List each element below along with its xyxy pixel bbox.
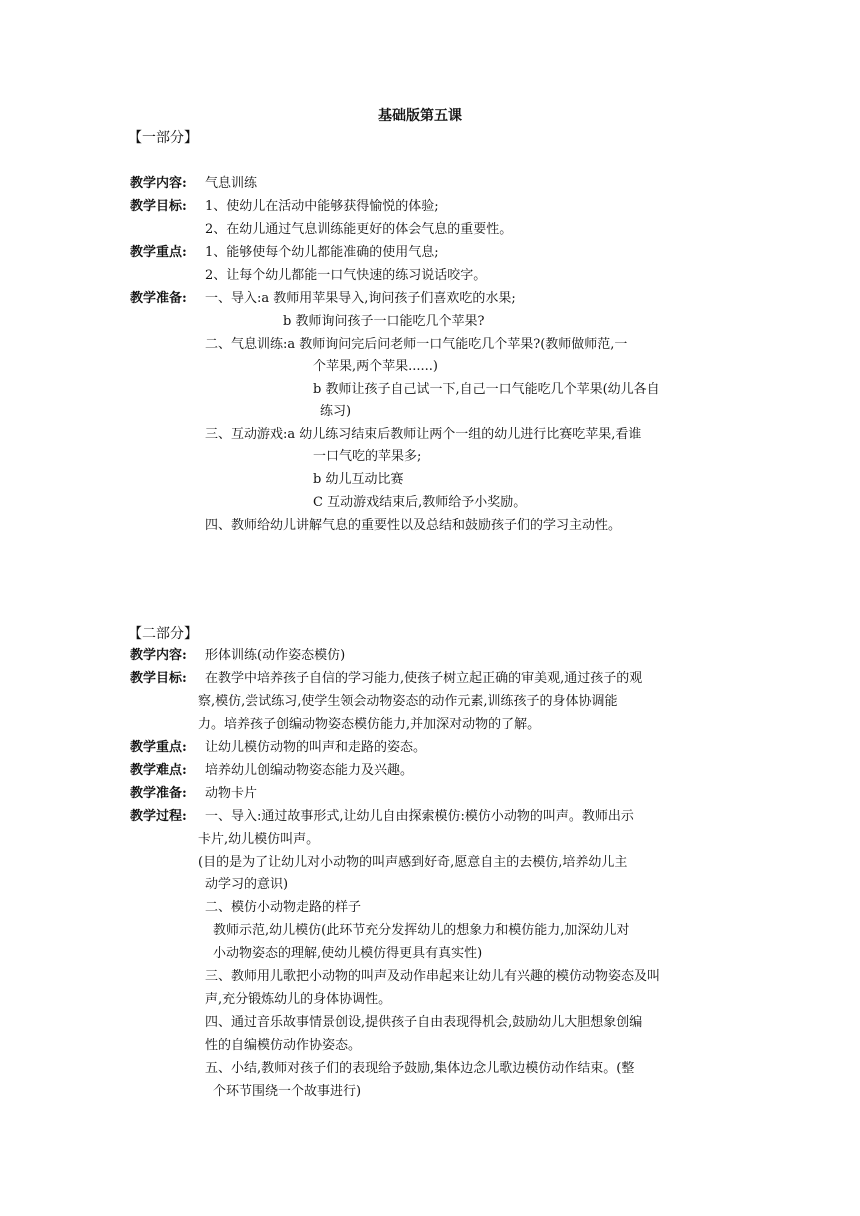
label-focus: 教学重点:: [130, 245, 187, 260]
goal-line: 察,模仿,尝试练习,使学生领会动物姿态的动作元素,训练孩子的身体协调能: [198, 694, 618, 709]
label-prep: 教学准备:: [130, 291, 187, 306]
process-line: 声,充分锻炼幼儿的身体协调性。: [205, 992, 392, 1007]
process-line: 三、教师用儿歌把小动物的叫声及动作串起来让幼儿有兴趣的模仿动物姿态及叫: [205, 969, 661, 984]
goal-line: 1、使幼儿在活动中能够获得愉悦的体验;: [205, 199, 439, 214]
focus-line: 2、让每个幼儿都能一口气快速的练习说话咬字。: [205, 268, 487, 283]
page-title: 基础版第五课: [378, 108, 462, 124]
process-line: 个环节围绕一个故事进行): [213, 1084, 362, 1099]
goal-line: 力。培养孩子创编动物姿态模仿能力,并加深对动物的了解。: [198, 717, 541, 732]
label-difficulty: 教学难点:: [130, 763, 187, 778]
section-heading-part2: 【二部分】: [128, 626, 198, 642]
goal-line: 在教学中培养孩子自信的学习能力,使孩子树立起正确的审美观,通过孩子的观: [205, 671, 643, 686]
prep-line: 三、互动游戏:a 幼儿练习结束后教师让两个一组的幼儿进行比赛吃苹果,看谁: [205, 427, 642, 442]
prep-line: C 互动游戏结束后,教师给予小奖励。: [313, 495, 527, 510]
prep-line: 个苹果,两个苹果......): [313, 359, 438, 374]
prep-line: 二、气息训练:a 教师询问完后问老师一口气能吃几个苹果?(教师做师范,一: [205, 337, 628, 352]
difficulty-value: 培养幼儿创编动物姿态能力及兴趣。: [205, 763, 414, 778]
prep-line: b 教师询问孩子一口能吃几个苹果?: [283, 314, 485, 329]
label-process: 教学过程:: [130, 809, 187, 824]
content-value: 形体训练(动作姿态模仿): [205, 648, 346, 663]
focus-value: 让幼儿模仿动物的叫声和走路的姿态。: [205, 740, 427, 755]
prep-line: b 幼儿互动比赛: [313, 472, 404, 487]
process-line: 四、通过音乐故事情景创设,提供孩子自由表现得机会,鼓励幼儿大胆想象创编: [205, 1015, 643, 1030]
process-line: 小动物姿态的理解,使幼儿模仿得更具有真实性): [213, 946, 483, 961]
prep-line: 一口气吃的苹果多;: [313, 449, 422, 464]
content-value: 气息训练: [205, 176, 258, 191]
section-heading-part1: 【一部分】: [128, 130, 198, 146]
process-line: 教师示范,幼儿模仿(此环节充分发挥幼儿的想象力和模仿能力,加深幼儿对: [213, 923, 630, 938]
label-content: 教学内容:: [130, 648, 187, 663]
prep-line: 四、教师给幼儿讲解气息的重要性以及总结和鼓励孩子们的学习主动性。: [205, 518, 622, 533]
process-line: 动学习的意识): [205, 877, 289, 892]
process-line: 性的自编模仿动作协姿态。: [205, 1038, 362, 1053]
label-prep: 教学准备:: [130, 786, 187, 801]
prep-line: b 教师让孩子自己试一下,自己一口气能吃几个苹果(幼儿各自: [313, 382, 660, 397]
process-line: 五、小结,教师对孩子们的表现给予鼓励,集体边念儿歌边模仿动作结束。(整: [205, 1061, 635, 1076]
process-line: 卡片,幼儿模仿叫声。: [198, 832, 320, 847]
process-line: (目的是为了让幼儿对小动物的叫声感到好奇,愿意自主的去模仿,培养幼儿主: [198, 855, 628, 870]
prep-line: 练习): [320, 404, 352, 419]
label-content: 教学内容:: [130, 176, 187, 191]
label-goal: 教学目标:: [130, 671, 187, 686]
label-focus: 教学重点:: [130, 740, 187, 755]
prep-value: 动物卡片: [205, 786, 258, 801]
label-goal: 教学目标:: [130, 199, 187, 214]
process-line: 一、导入:通过故事形式,让幼儿自由探索模仿:模仿小动物的叫声。教师出示: [205, 809, 634, 824]
prep-line: 一、导入:a 教师用苹果导入,询问孩子们喜欢吃的水果;: [205, 291, 516, 306]
process-line: 二、模仿小动物走路的样子: [205, 900, 362, 915]
goal-line: 2、在幼儿通过气息训练能更好的体会气息的重要性。: [205, 222, 513, 237]
focus-line: 1、能够使每个幼儿都能准确的使用气息;: [205, 245, 439, 260]
